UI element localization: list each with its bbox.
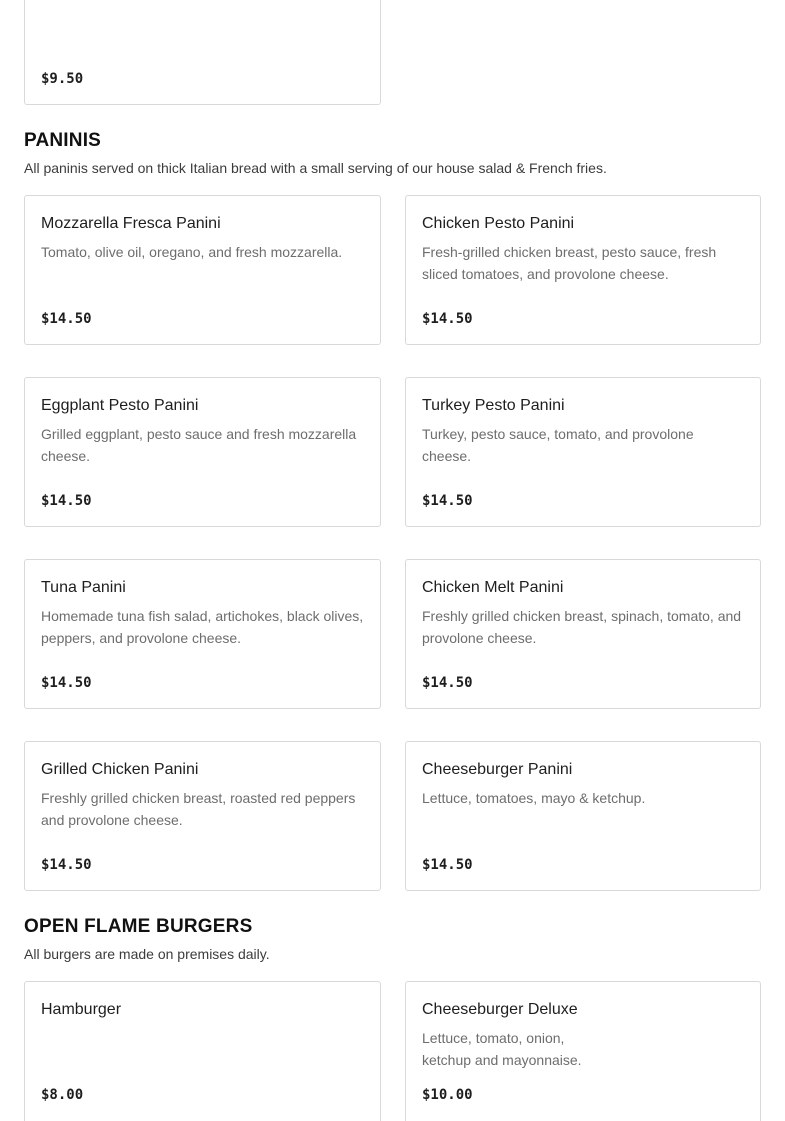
menu-item-price: $14.50	[41, 675, 92, 691]
menu-item-price: $9.50	[41, 71, 84, 87]
menu-item-price: $14.50	[422, 493, 473, 509]
menu-item-price: $14.50	[41, 857, 92, 873]
menu-item-description: Homemade tuna fish salad, artichokes, black olives, peppers, and provolone cheese.	[41, 608, 364, 646]
menu-item-price: $14.50	[422, 857, 473, 873]
menu-item-name: Grilled Chicken Panini	[41, 761, 199, 778]
menu-item-description: Lettuce, tomato, onion, ketchup and mayonnaise.	[422, 1030, 582, 1068]
menu-item-name: Chicken Melt Panini	[422, 579, 564, 596]
menu-item-name: Hamburger	[41, 1001, 122, 1018]
menu-item-price: $14.50	[41, 493, 92, 509]
menu-item-name: Turkey Pesto Panini	[422, 397, 565, 414]
menu-item-card[interactable]	[405, 377, 761, 527]
menu-item-description: Lettuce, tomatoes, mayo & ketchup.	[422, 790, 646, 806]
menu-item-name: Eggplant Pesto Panini	[41, 397, 199, 414]
menu-item-card[interactable]	[405, 195, 761, 345]
menu-item-price: $14.50	[41, 311, 92, 327]
menu-item-price: $8.00	[41, 1087, 84, 1103]
section-title-paninis: PANINIS	[24, 130, 102, 151]
menu-item-card[interactable]	[405, 981, 761, 1121]
menu-item-card[interactable]	[405, 559, 761, 709]
menu-item-card[interactable]	[24, 195, 381, 345]
menu-item-price: $14.50	[422, 311, 473, 327]
menu-item-name: Tuna Panini	[41, 579, 126, 596]
menu-item-description: Grilled eggplant, pesto sauce and fresh mozzarella cheese.	[41, 426, 357, 464]
menu-item-description: Freshly grilled chicken breast, roasted red peppers and provolone cheese.	[41, 790, 356, 828]
menu-item-description: Fresh-grilled chicken breast, pesto sauce, fresh sliced tomatoes, and provolone cheese.	[422, 244, 717, 282]
menu-item-price: $14.50	[422, 675, 473, 691]
menu-item-name: Chicken Pesto Panini	[422, 215, 575, 232]
section-description-burgers: All burgers are made on premises daily.	[24, 946, 270, 962]
menu-item-price: $10.00	[422, 1087, 473, 1103]
menu-item-name: Mozzarella Fresca Panini	[41, 215, 221, 232]
menu-item-description: Freshly grilled chicken breast, spinach, tomato, and provolone cheese.	[422, 608, 742, 646]
section-description-paninis: All paninis served on thick Italian bread with a small serving of our house salad & French fries.	[24, 160, 607, 176]
menu-item-card[interactable]	[24, 0, 381, 105]
section-title-burgers: OPEN FLAME BURGERS	[24, 916, 253, 937]
menu-item-card[interactable]	[24, 377, 381, 527]
menu-item-name: Cheeseburger Panini	[422, 761, 573, 778]
menu-item-description: Tomato, olive oil, oregano, and fresh mozzarella.	[41, 244, 343, 260]
menu-item-card[interactable]	[24, 741, 381, 891]
menu-item-card[interactable]	[24, 559, 381, 709]
menu-item-description: Turkey, pesto sauce, tomato, and provolone cheese.	[422, 426, 694, 464]
menu-item-card[interactable]	[405, 741, 761, 891]
menu-item-name: Cheeseburger Deluxe	[422, 1001, 578, 1018]
menu-item-card[interactable]	[24, 981, 381, 1121]
